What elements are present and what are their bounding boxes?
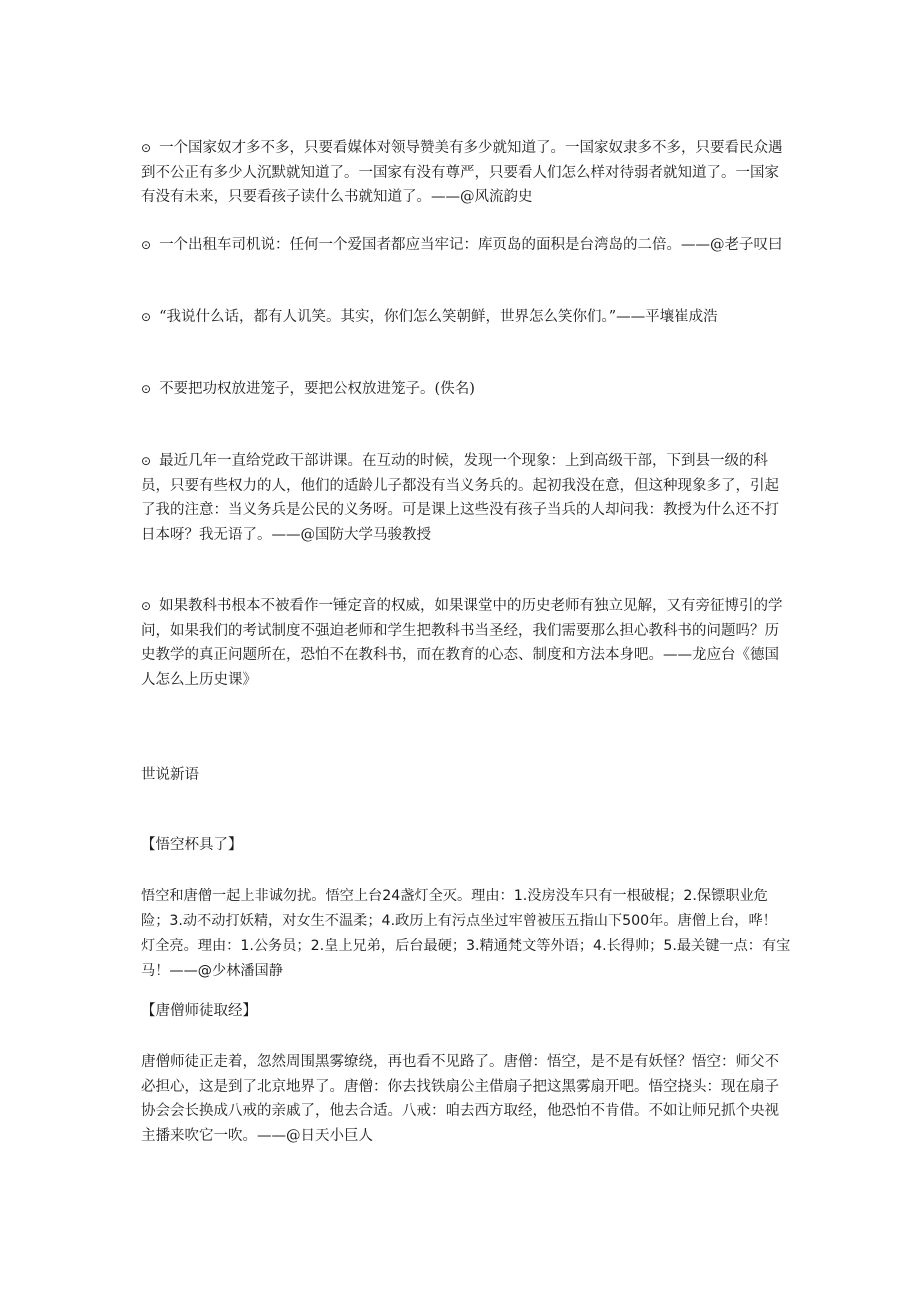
circle-bullet-icon: ⊙ (141, 454, 152, 468)
circle-bullet-icon: ⊙ (141, 599, 152, 613)
quote-paragraph-1 (141, 136, 791, 210)
quote-text-2: 一个出租车司机说：任何一个爱国者都应当牢记：库页岛的面积是台湾岛的二倍。——@老子叹曰 (159, 237, 783, 253)
quote-text-1: 一个国家奴才多不多，只要看媒体对领导赞美有多少就知道了。一国家奴隶多不多，只要看民众遇到不公正有多少人沉默就知道了。一国家有没有尊严，只要看人们怎么样对待弱者就知道了。一国家有没有未来，只要看孩子读什么书就知道了。——@风流韵史 (141, 140, 783, 205)
quote-text-6: 如果教科书根本不被看作一锤定音的权威，如果课堂中的历史老师有独立见解，又有旁征博引的学问，如果我们的考试制度不强迫老师和学生把教科书当圣经，我们需要那么担心教科书的问题吗？历史教学的真正问题所在，恐怕不在教科书，而在教育的心态、制度和方法本身吧。——龙应台《德国人怎么上历史课》 (141, 598, 783, 688)
story-title-1: 【悟空杯具了】 (141, 837, 243, 853)
story-text-1: 悟空和唐僧一起上非诚勿扰。悟空上台24盏灯全灭。理由：1.没房没车只有一根破棍；2.保镖职业危险；3.动不动打妖精，对女生不温柔；4.政历上有污点坐过牢曾被压五指山下500年。唐僧上台，哗！灯全亮。理由：1.公务员；2.皇上兄弟，后台最硬；3.精通梵文等外语；4.长得帅；5.最关键一点：有宝马！——@少林潘国静 (141, 888, 791, 979)
circle-bullet-icon: ⊙ (141, 310, 152, 324)
section-title: 世说新语 (141, 767, 199, 783)
circle-bullet-icon: ⊙ (141, 238, 152, 252)
quote-text-3: “我说什么话，都有人讥笑。其实，你们怎么笑朝鲜，世界怎么笑你们。”——平壤崔成浩 (159, 309, 718, 325)
quote-paragraph-2 (141, 233, 791, 258)
story-text-2: 唐僧师徒正走着，忽然周围黑雾缭绕，再也看不见路了。唐僧：悟空，是不是有妖怪？悟空：师父不必担心，这是到了北京地界了。唐僧：你去找铁扇公主借扇子把这黑雾扇开吧。悟空挠头：现在扇子协会会长换成八戒的亲戚了，他去合适。八戒：咱去西方取经，他恐怕不肯借。不如让师兄抓个央视主播来吹它一吹。——@日天小巨人 (141, 1054, 779, 1144)
quote-text-5: 最近几年一直给党政干部讲课。在互动的时候，发现一个现象：上到高级干部，下到县一级的科员，只要有些权力的人，他们的适龄儿子都没有当义务兵的。起初我没在意，但这种现象多了，引起了我的注意：当义务兵是公民的义务呀。可是课上这些没有孩子当兵的人却问我：教授为什么还不打日本呀？我无语了。——@国防大学马骏教授 (141, 453, 779, 543)
story-title-2: 【唐僧师徒取经】 (141, 1003, 257, 1019)
quote-paragraph-4 (141, 377, 791, 402)
quote-paragraph-6 (141, 594, 791, 692)
quote-text-4: 不要把功权放进笼子，要把公权放进笼子。(佚名) (159, 381, 475, 397)
circle-bullet-icon: ⊙ (141, 141, 152, 155)
quote-paragraph-5 (141, 449, 791, 547)
quote-paragraph-3 (141, 305, 791, 330)
circle-bullet-icon: ⊙ (141, 382, 152, 396)
